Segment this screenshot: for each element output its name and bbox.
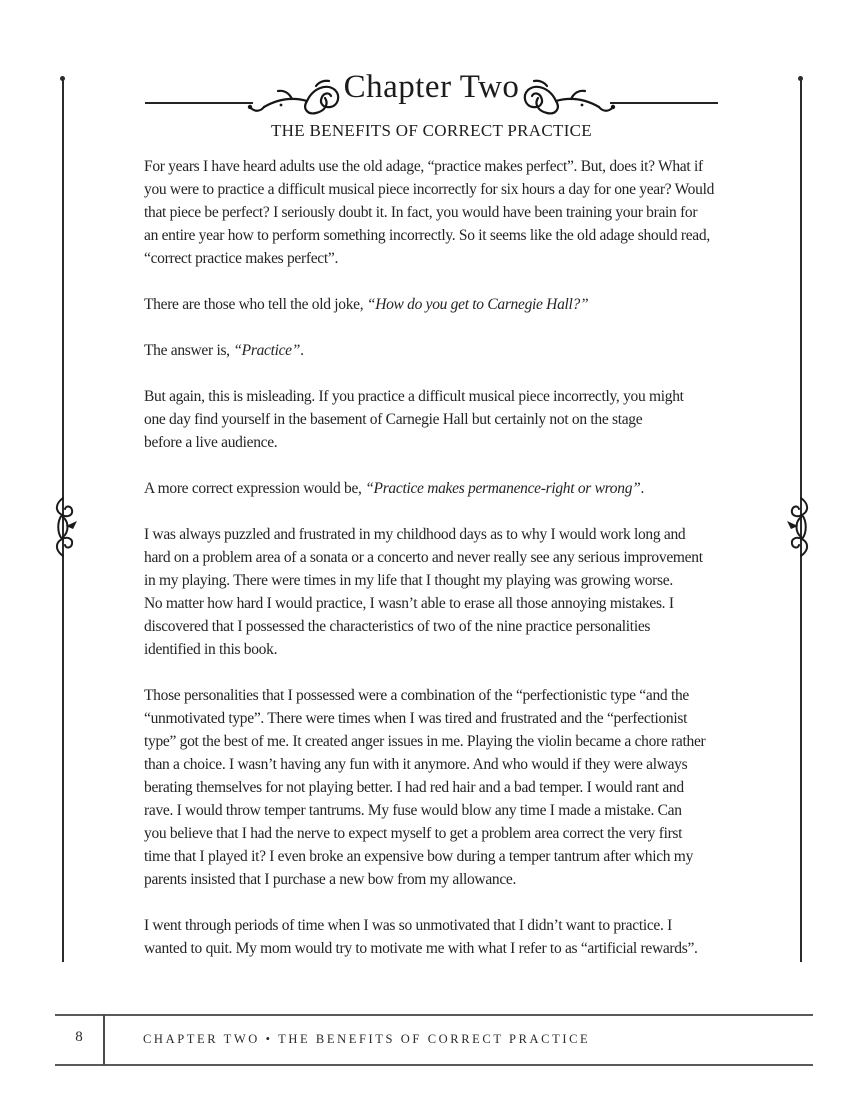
paragraph [144,523,769,661]
paragraph [144,684,769,891]
chapter-title: Chapter Two [343,69,520,105]
paragraph [144,385,769,454]
chapter-subtitle: THE BENEFITS OF CORRECT PRACTICE [271,121,592,140]
text-run: But again, this is misleading. If you practice a difficult musical piece incorrectly, you might [144,388,684,405]
text-run: “correct practice makes perfect”. [144,250,339,267]
text-run: No matter how hard I would practice, I wasn’t able to erase all those annoying mistakes. I [144,595,674,612]
body-paragraphs [144,155,769,983]
footer-divider [103,1014,105,1065]
text-run: identified in this book. [144,641,278,658]
footer-rule-bottom [55,1064,813,1066]
text-run: hard on a problem area of a sonata or a concerto and never really see any serious improvement [144,549,703,566]
text-run: than a choice. I wasn’t having any fun with it anymore. And who would if they were always [144,756,688,773]
paragraph [144,155,769,270]
paragraph [144,339,769,362]
text-run: I was always puzzled and frustrated in my childhood days as to why I would work long and [144,526,686,543]
text-run: that piece be perfect? I seriously doubt it. In fact, you would have been training your brain for [144,204,698,221]
text-run: For years I have heard adults use the old adage, “practice makes perfect”. But, does it? What if [144,158,703,175]
text-run: one day find yourself in the basement of Carnegie Hall but certainly not on the stage [144,411,643,428]
chapter-header [145,66,718,116]
text-run: parents insisted that I purchase a new bow from my allowance. [144,871,517,888]
text-run: berating themselves for not playing better. I had red hair and a bad temper. I would rant and [144,779,684,796]
text-run: in my playing. There were times in my life that I thought my playing was growing worse. [144,572,673,589]
text-run: before a live audience. [144,434,278,451]
footer-rule-top [55,1014,813,1016]
text-run: A more correct expression would be, [144,480,366,497]
text-run: type” got the best of me. It created anger issues in me. Playing the violin became a chore rather [144,733,706,750]
italic-text: “Practice” [233,342,301,359]
flourish-right-icon [520,78,616,123]
text-run: time that I played it? I even broke an expensive bow during a temper tantrum after which my [144,848,694,865]
right-margin-ornament-icon [784,496,818,563]
text-run: rave. I would throw temper tantrums. My fuse would blow any time I made a mistake. Can [144,802,682,819]
text-run: . [640,480,645,497]
paragraph [144,477,769,500]
italic-text: “How do you get to Carnegie Hall?” [366,296,589,313]
text-run: you believe that I had the nerve to expect myself to get a problem area correct the very first [144,825,683,842]
paragraph [144,293,769,316]
text-run: I went through periods of time when I was so unmotivated that I didn’t want to practice. I [144,917,672,934]
text-run: . [300,342,304,359]
text-run: discovered that I possessed the characteristics of two of the nine practice personalities [144,618,651,635]
text-run: wanted to quit. My mom would try to motivate me with what I refer to as “artificial rewards”. [144,940,698,957]
left-margin-ornament-icon [46,496,80,563]
text-run: “unmotivated type”. There were times when I was tired and frustrated and the “perfectionist [144,710,688,727]
text-run: an entire year how to perform something incorrectly. So it seems like the old adage should read, [144,227,710,244]
text-run: The answer is, [144,342,234,359]
text-run: you were to practice a difficult musical piece incorrectly for six hours a day for one year? Would [144,181,715,198]
page-number: 8 [75,1029,83,1045]
text-run: There are those who tell the old joke, [144,296,367,313]
running-title: CHAPTER TWO • THE BENEFITS OF CORRECT PRACTICE [143,1032,591,1046]
text-run: Those personalities that I possessed were a combination of the “perfectionistic type “and the [144,687,689,704]
italic-text: “Practice makes permanence-right or wrong” [365,480,641,497]
paragraph [144,914,769,960]
